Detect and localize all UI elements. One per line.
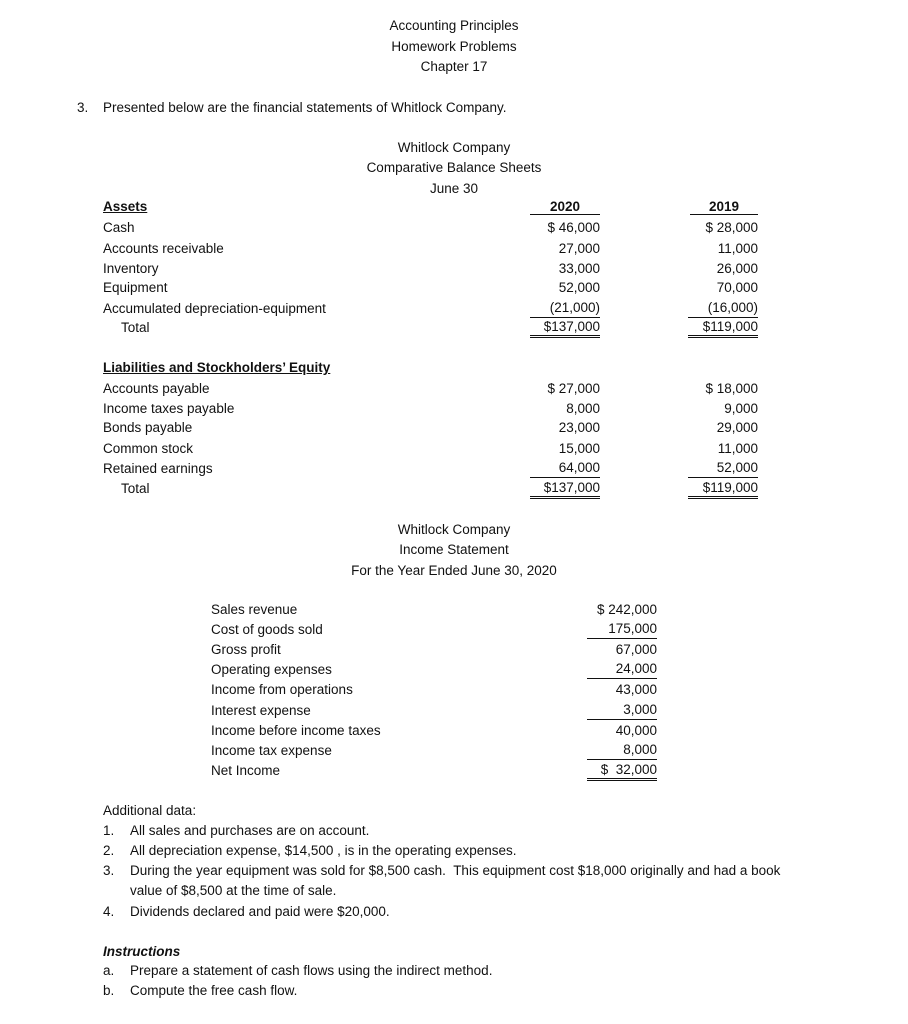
row-label: Cash bbox=[103, 220, 135, 235]
course-title: Accounting Principles bbox=[389, 18, 519, 33]
list-letter: b. bbox=[103, 983, 115, 998]
list-number: 1. bbox=[103, 823, 115, 838]
table-row bbox=[103, 418, 763, 438]
table-row bbox=[211, 600, 661, 620]
table-row bbox=[103, 239, 763, 259]
table-row bbox=[103, 399, 763, 419]
value-2019: 52,000 bbox=[688, 459, 758, 478]
table-row bbox=[103, 259, 763, 279]
row-value: 40,000 bbox=[615, 723, 657, 738]
value-2020: 64,000 bbox=[530, 459, 600, 478]
row-label: Total bbox=[121, 320, 150, 335]
is-period: For the Year Ended June 30, 2020 bbox=[351, 563, 557, 578]
row-value: 24,000 bbox=[587, 660, 657, 679]
value-2019: (16,000) bbox=[688, 299, 758, 318]
row-value: 43,000 bbox=[615, 682, 657, 697]
additional-heading: Additional data: bbox=[103, 803, 197, 818]
row-label: Cost of goods sold bbox=[211, 622, 323, 637]
row-label: Common stock bbox=[103, 441, 194, 456]
value-2019: 26,000 bbox=[716, 261, 758, 276]
row-value: $ 242,000 bbox=[596, 602, 657, 617]
row-label: Sales revenue bbox=[211, 602, 298, 617]
table-row bbox=[103, 218, 763, 238]
table-row bbox=[211, 741, 661, 761]
table-row-total bbox=[103, 318, 763, 338]
bs-date: June 30 bbox=[429, 181, 479, 196]
value-2019: $119,000 bbox=[688, 479, 758, 499]
row-label: Retained earnings bbox=[103, 461, 213, 476]
list-item: All depreciation expense, $14,500 , is in the operating expenses. bbox=[130, 843, 517, 858]
row-label: Income taxes payable bbox=[103, 401, 235, 416]
value-2020: $137,000 bbox=[530, 479, 600, 499]
table-row bbox=[211, 620, 661, 640]
value-2019: 9,000 bbox=[724, 401, 758, 416]
liabilities-heading: Liabilities and Stockholders’ Equity bbox=[103, 360, 331, 375]
row-value: 3,000 bbox=[587, 701, 657, 720]
value-2020: $137,000 bbox=[530, 318, 600, 338]
chapter-title: Chapter 17 bbox=[420, 59, 488, 74]
value-2020: 8,000 bbox=[566, 401, 600, 416]
list-item: All sales and purchases are on account. bbox=[130, 823, 370, 838]
table-row bbox=[103, 439, 763, 459]
table-row bbox=[103, 278, 763, 298]
row-label: Income from operations bbox=[211, 682, 353, 697]
list-item: Compute the free cash flow. bbox=[130, 983, 298, 998]
value-2020: 15,000 bbox=[558, 441, 600, 456]
problem-number: 3. bbox=[77, 100, 89, 115]
list-item-continued: value of $8,500 at the time of sale. bbox=[130, 883, 337, 898]
problem-intro: Presented below are the financial statements of Whitlock Company. bbox=[103, 100, 507, 115]
list-item: Dividends declared and paid were $20,000. bbox=[130, 904, 390, 919]
bs-title: Comparative Balance Sheets bbox=[366, 160, 542, 175]
value-2020: 52,000 bbox=[558, 280, 600, 295]
list-number: 3. bbox=[103, 863, 115, 878]
value-2020: $ 46,000 bbox=[547, 220, 600, 235]
instructions-heading: Instructions bbox=[103, 944, 181, 959]
row-label: Accounts receivable bbox=[103, 241, 224, 256]
table-row bbox=[103, 379, 763, 399]
row-value: $ 32,000 bbox=[587, 761, 657, 781]
value-2020: (21,000) bbox=[530, 299, 600, 318]
list-item: During the year equipment was sold for $8,500 cash. This equipment cost $18,000 originally and had a book bbox=[130, 863, 781, 878]
row-label: Interest expense bbox=[211, 703, 311, 718]
table-row-net-income bbox=[211, 761, 661, 781]
row-value: 175,000 bbox=[587, 620, 657, 639]
is-company: Whitlock Company bbox=[397, 522, 511, 537]
row-value: 67,000 bbox=[615, 642, 657, 657]
table-row bbox=[211, 701, 661, 721]
bs-company: Whitlock Company bbox=[397, 140, 511, 155]
value-2020: $ 27,000 bbox=[547, 381, 600, 396]
row-value: 8,000 bbox=[587, 741, 657, 760]
row-label: Bonds payable bbox=[103, 420, 193, 435]
row-label: Equipment bbox=[103, 280, 168, 295]
row-label: Inventory bbox=[103, 261, 159, 276]
row-label: Income tax expense bbox=[211, 743, 332, 758]
table-row bbox=[211, 680, 661, 700]
table-row bbox=[211, 721, 661, 741]
value-2019: 29,000 bbox=[716, 420, 758, 435]
row-label: Income before income taxes bbox=[211, 723, 381, 738]
row-label: Net Income bbox=[211, 763, 281, 778]
assets-heading: Assets bbox=[103, 199, 148, 214]
table-row bbox=[211, 640, 661, 660]
value-2020: 23,000 bbox=[558, 420, 600, 435]
row-label: Gross profit bbox=[211, 642, 281, 657]
list-letter: a. bbox=[103, 963, 115, 978]
value-2019: 70,000 bbox=[716, 280, 758, 295]
list-item: Prepare a statement of cash flows using the indirect method. bbox=[130, 963, 493, 978]
value-2019: $ 28,000 bbox=[705, 220, 758, 235]
table-row bbox=[103, 459, 763, 479]
value-2019: 11,000 bbox=[717, 441, 758, 456]
col-2020-header: 2020 bbox=[530, 199, 600, 215]
row-label: Accounts payable bbox=[103, 381, 210, 396]
assignment-title: Homework Problems bbox=[391, 39, 517, 54]
value-2020: 27,000 bbox=[558, 241, 600, 256]
value-2019: $ 18,000 bbox=[705, 381, 758, 396]
value-2019: $119,000 bbox=[688, 318, 758, 338]
value-2020: 33,000 bbox=[558, 261, 600, 276]
row-label: Total bbox=[121, 481, 150, 496]
list-number: 4. bbox=[103, 904, 115, 919]
col-2019-header: 2019 bbox=[690, 199, 758, 215]
table-row bbox=[211, 660, 661, 680]
list-number: 2. bbox=[103, 843, 115, 858]
table-row bbox=[103, 299, 763, 319]
table-row-total bbox=[103, 479, 763, 499]
value-2019: 11,000 bbox=[717, 241, 758, 256]
is-title: Income Statement bbox=[399, 542, 509, 557]
row-label: Operating expenses bbox=[211, 662, 332, 677]
row-label: Accumulated depreciation-equipment bbox=[103, 301, 326, 316]
